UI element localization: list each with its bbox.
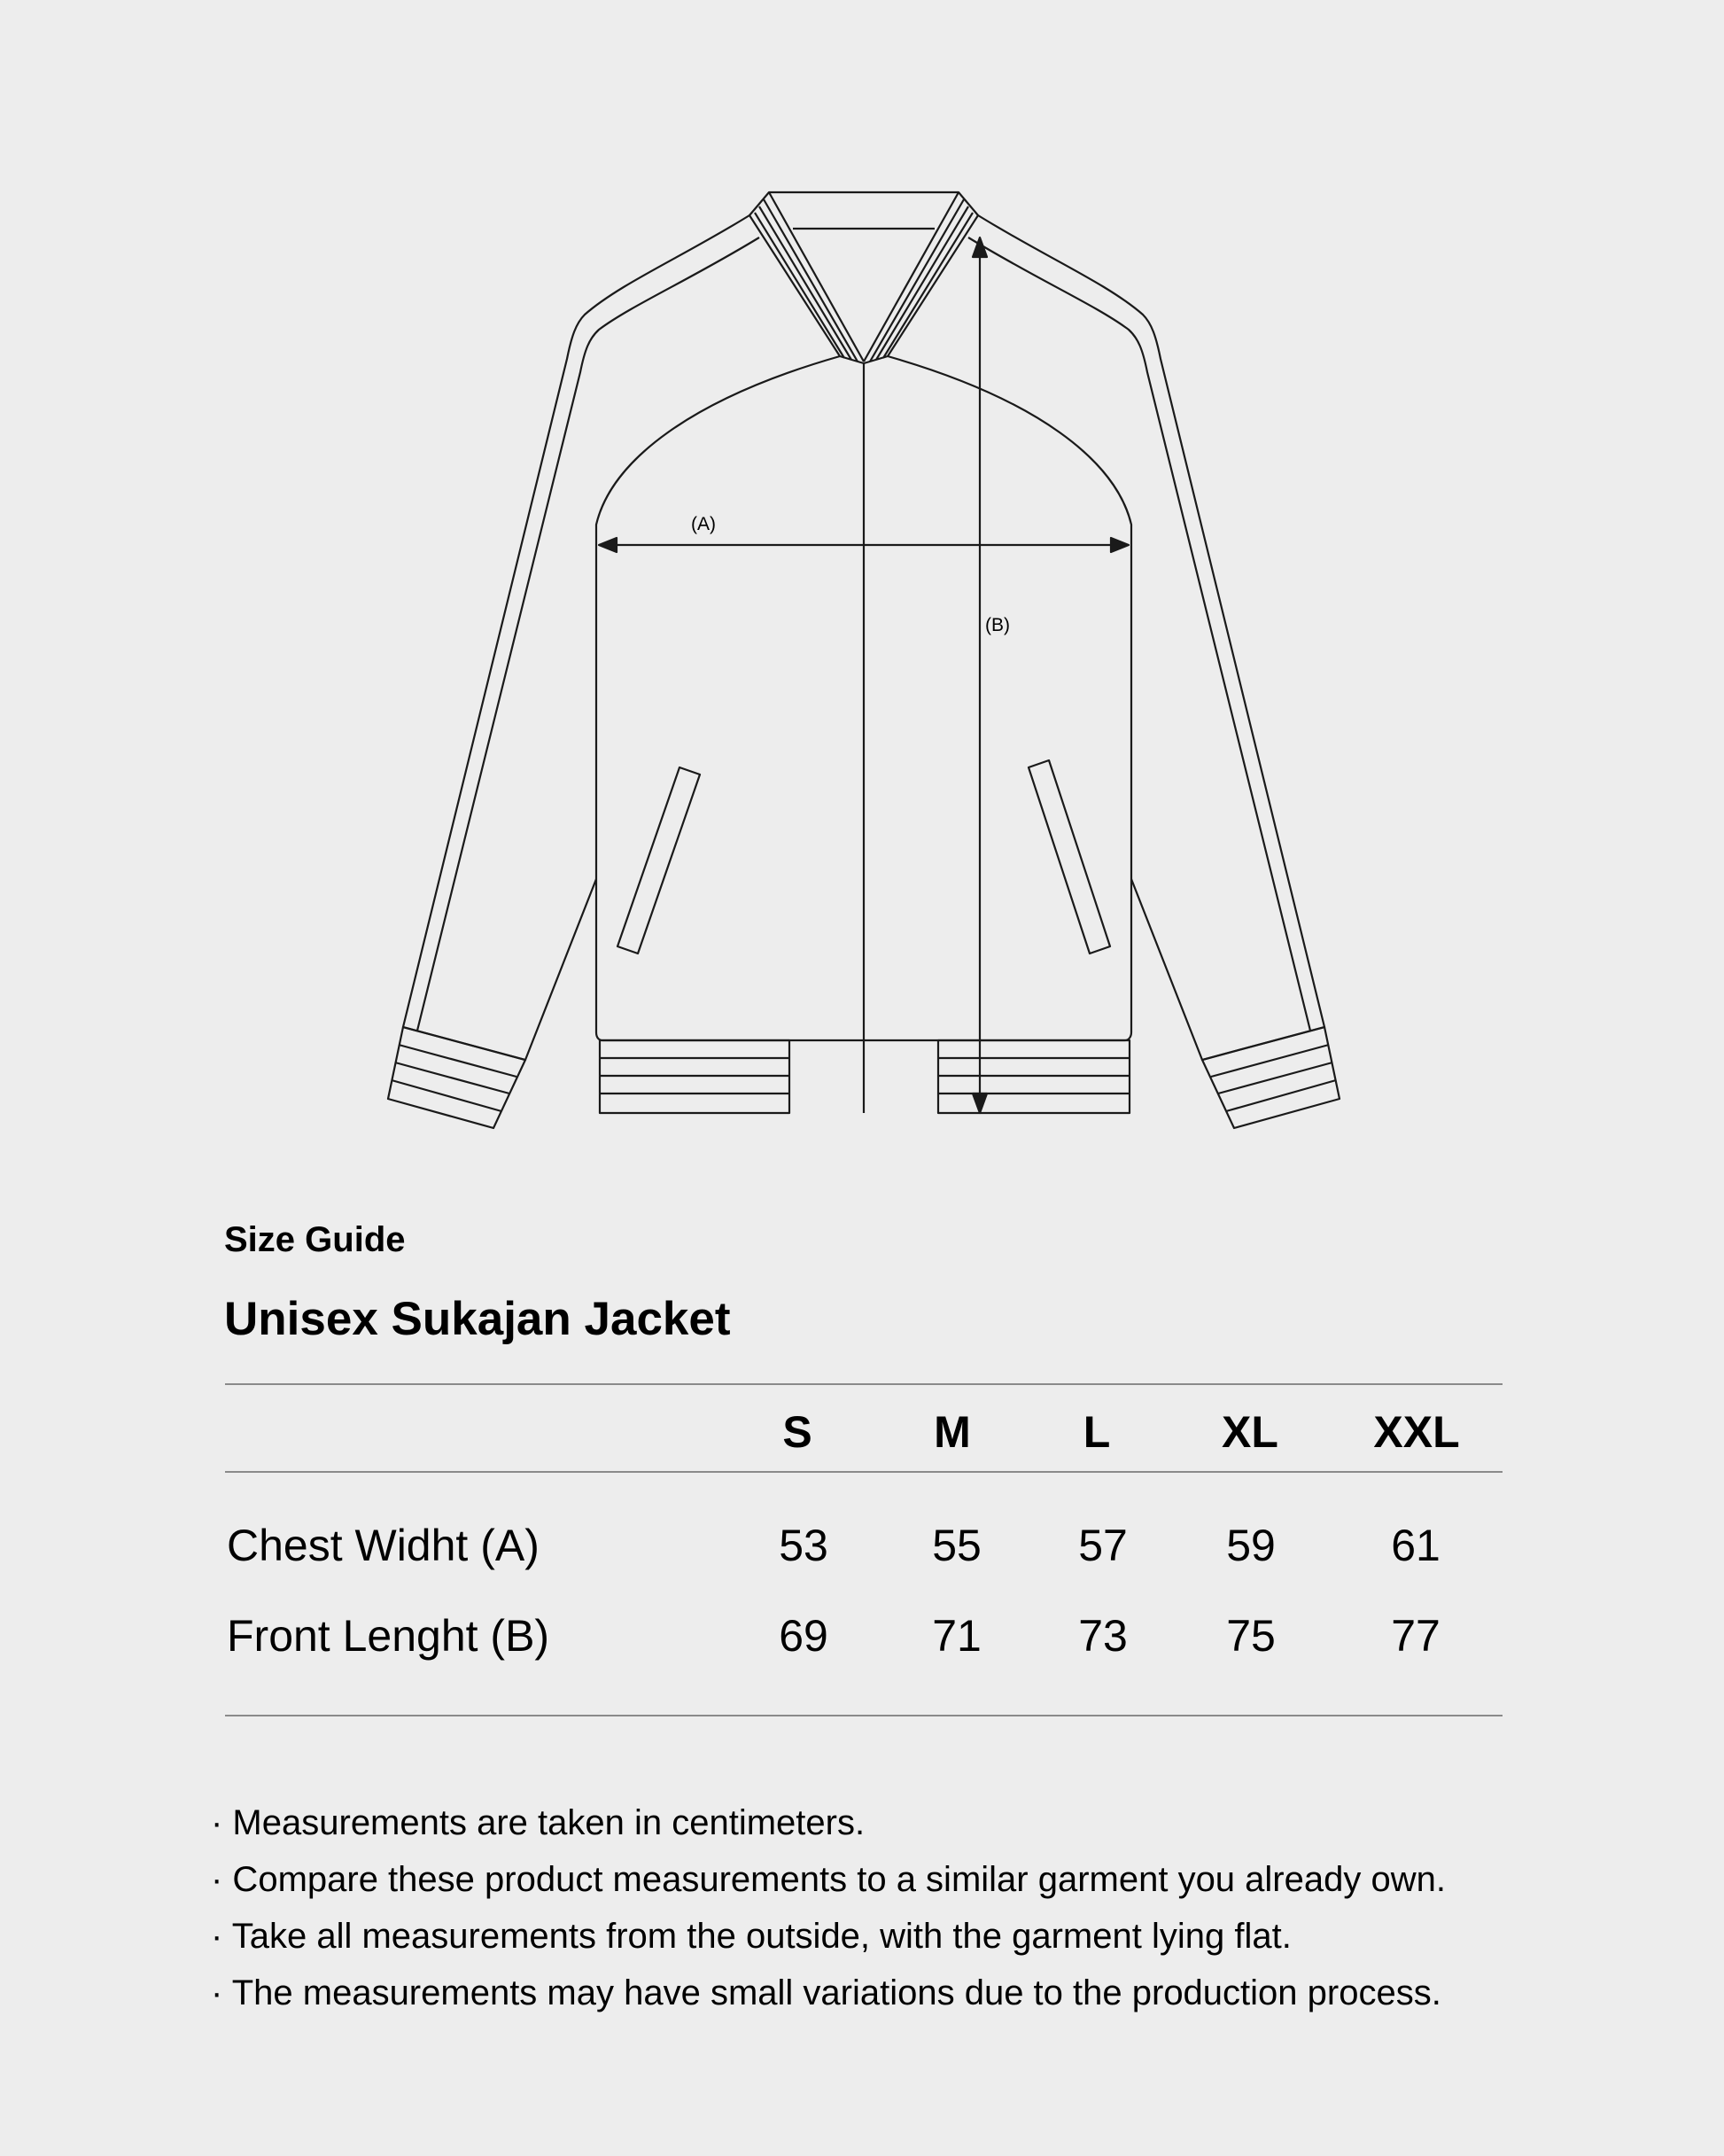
size-header-xl: XL — [1222, 1407, 1278, 1457]
section-heading: Size Guide — [224, 1220, 406, 1259]
table-bottom-rule — [225, 1715, 1503, 1716]
table-cell: 57 — [1078, 1521, 1128, 1570]
row-label-front-length: Front Lenght (B) — [227, 1611, 550, 1661]
table-cell: 73 — [1078, 1611, 1128, 1661]
note-item: · Measurements are taken in centimeters. — [211, 1803, 866, 1842]
left-sleeve — [388, 215, 759, 1128]
table-cell: 59 — [1226, 1521, 1276, 1570]
table-header-rule — [225, 1471, 1503, 1473]
table-cell: 55 — [932, 1521, 982, 1570]
row-label-chest: Chest Widht (A) — [227, 1521, 540, 1570]
table-cell: 53 — [779, 1521, 828, 1570]
note-item: · Compare these product measurements to a similar garment you already own. — [211, 1860, 1446, 1899]
table-top-rule — [225, 1383, 1503, 1385]
measure-a-label: (A) — [691, 514, 716, 534]
product-title: Unisex Sukajan Jacket — [224, 1293, 731, 1345]
measure-b-label: (B) — [985, 615, 1010, 635]
note-item: · The measurements may have small variations due to the production process. — [211, 1973, 1441, 2012]
table-cell: 71 — [932, 1611, 982, 1661]
collar — [749, 192, 978, 363]
table-cell: 61 — [1391, 1521, 1441, 1570]
table-cell: 77 — [1391, 1611, 1441, 1661]
table-cell: 69 — [779, 1611, 828, 1661]
measure-b — [973, 237, 987, 1113]
size-header-l: L — [1083, 1407, 1111, 1457]
right-sleeve — [968, 215, 1340, 1128]
table-cell: 75 — [1226, 1611, 1276, 1661]
size-header-xxl: XXL — [1373, 1407, 1460, 1457]
jacket-body — [596, 356, 1131, 1113]
size-header-m: M — [934, 1407, 971, 1457]
size-header-s: S — [782, 1407, 812, 1457]
note-item: · Take all measurements from the outside, with the garment lying flat. — [211, 1917, 1292, 1956]
